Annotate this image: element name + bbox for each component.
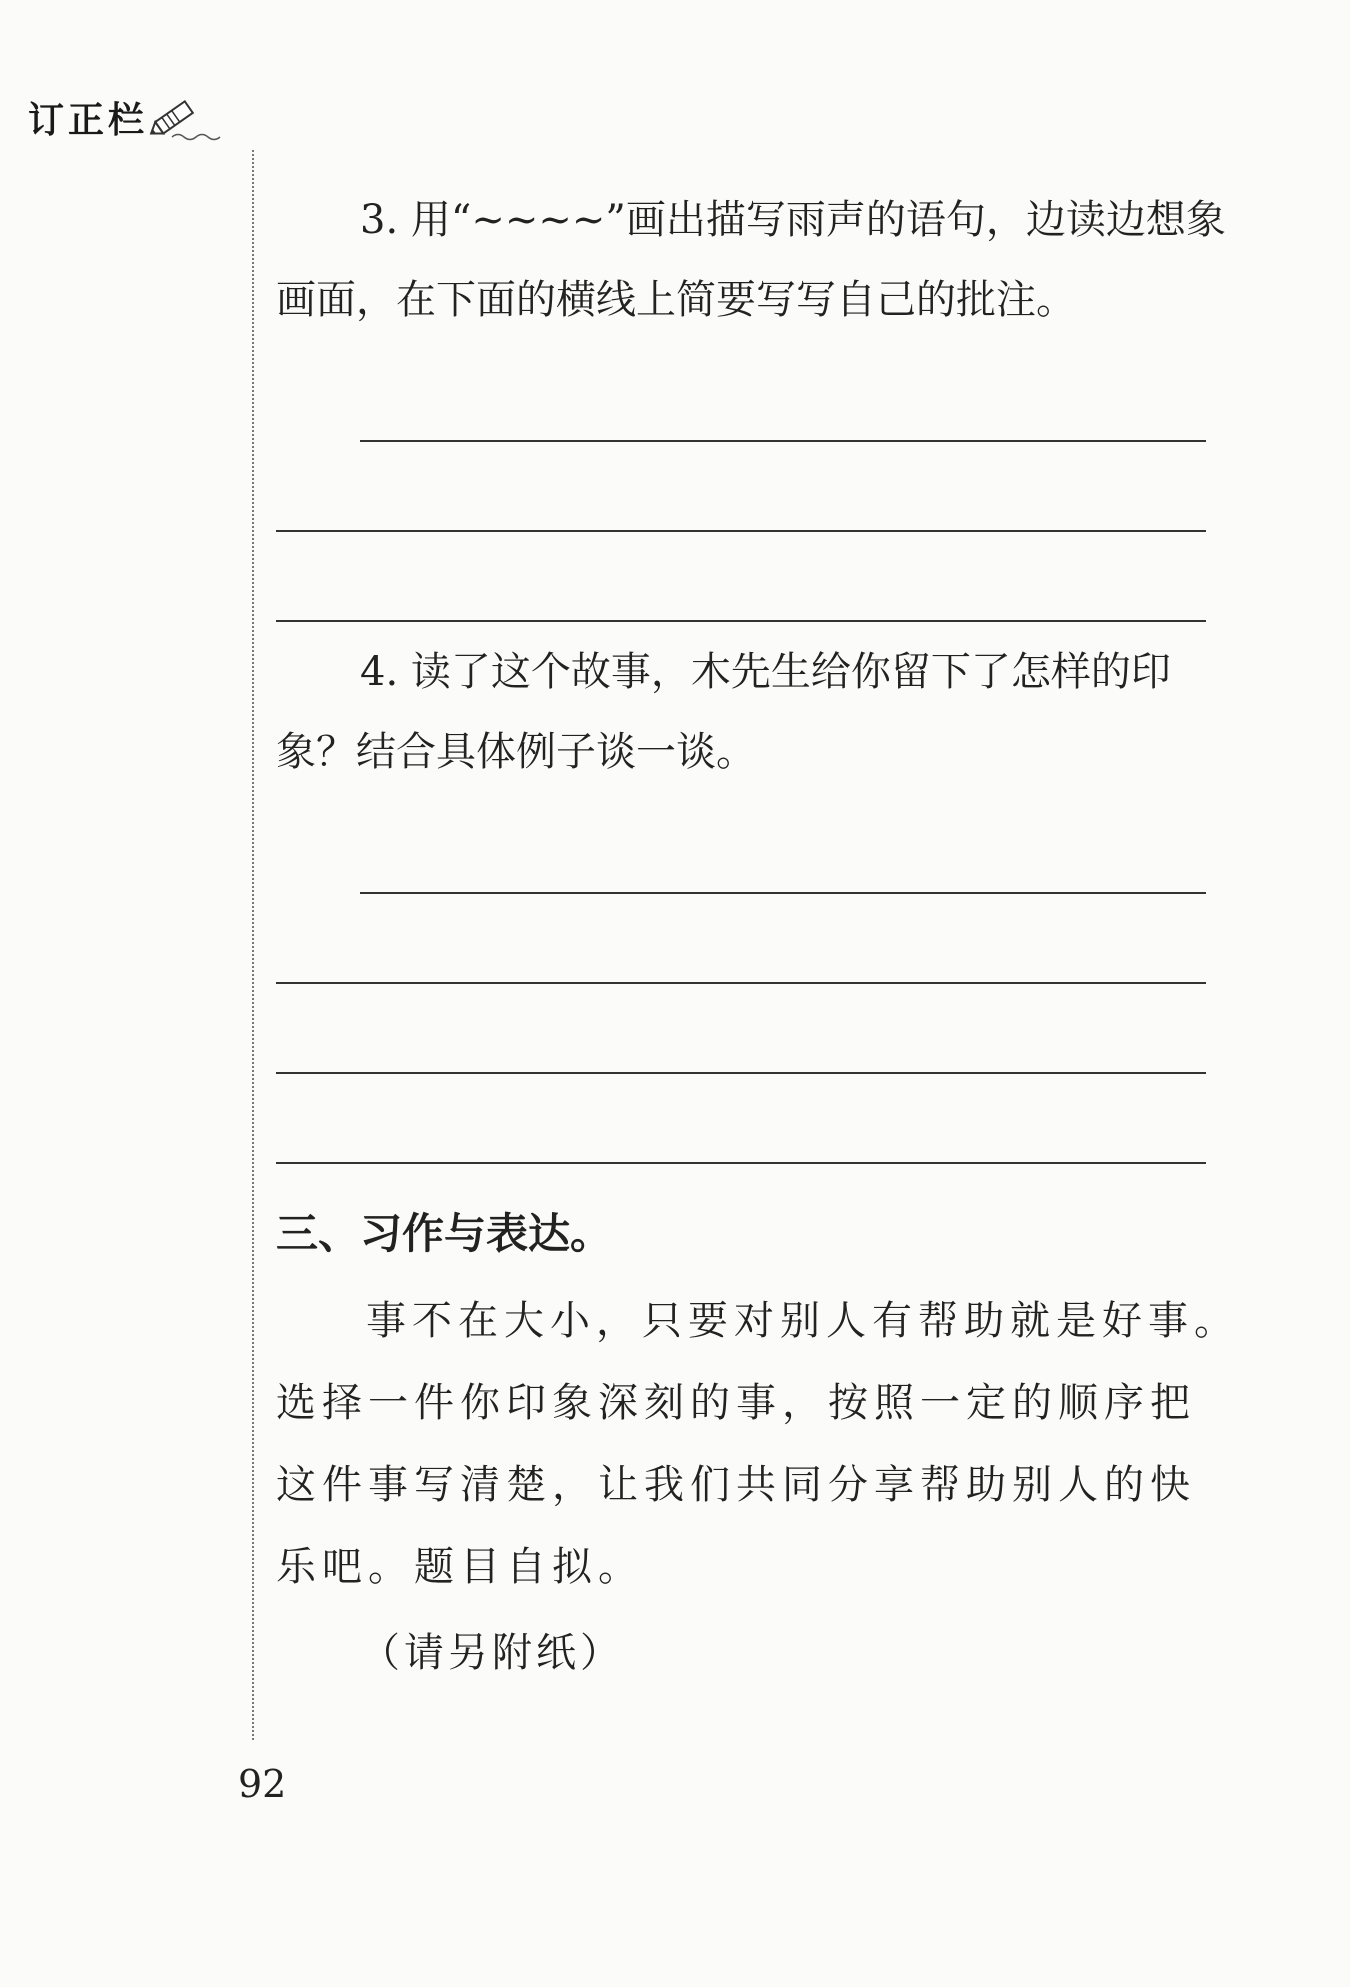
page-number: 92 (238, 1762, 287, 1806)
answer-line[interactable] (276, 1074, 1206, 1164)
answer-line[interactable] (276, 532, 1206, 622)
question-3 (276, 180, 1226, 622)
correction-column-divider (252, 150, 254, 1740)
question-3-line-1: 3. 用“~~~~”画出描写雨声的语句，边读边想象 (360, 197, 1226, 243)
answer-line[interactable] (360, 804, 1206, 894)
answer-line[interactable] (276, 984, 1206, 1074)
essay-prompt-line-1: 事不在大小，只要对别人有帮助就是好事。 (366, 1298, 1240, 1344)
question-3-answer-area (276, 352, 1206, 622)
essay-prompt (276, 1280, 1240, 1608)
correction-column-label: 订正栏 (28, 100, 149, 141)
question-3-line-2: 画面，在下面的横线上简要写写自己的批注。 (276, 277, 1076, 323)
essay-prompt-line-3: 这件事写清楚，让我们共同分享帮助别人的快 (276, 1462, 1196, 1508)
question-4-answer-area (276, 804, 1206, 1164)
section-3 (276, 1204, 1240, 1694)
section-title: 三、习作与表达。 (276, 1209, 613, 1258)
question-4-line-2: 象？结合具体例子谈一谈。 (276, 729, 756, 775)
pencil-icon (142, 95, 232, 143)
essay-prompt-line-4: 乐吧。题目自拟。 (276, 1544, 644, 1590)
answer-line[interactable] (276, 442, 1206, 532)
answer-line[interactable] (360, 352, 1206, 442)
question-4 (276, 632, 1206, 1164)
answer-line[interactable] (276, 894, 1206, 984)
essay-prompt-line-2: 选择一件你印象深刻的事，按照一定的顺序把 (276, 1380, 1196, 1426)
page-content (276, 180, 1240, 1694)
correction-column-header (28, 92, 232, 143)
attachment-note: （请另附纸） (360, 1630, 624, 1676)
question-4-line-1: 4. 读了这个故事，木先生给你留下了怎样的印 (360, 649, 1171, 695)
